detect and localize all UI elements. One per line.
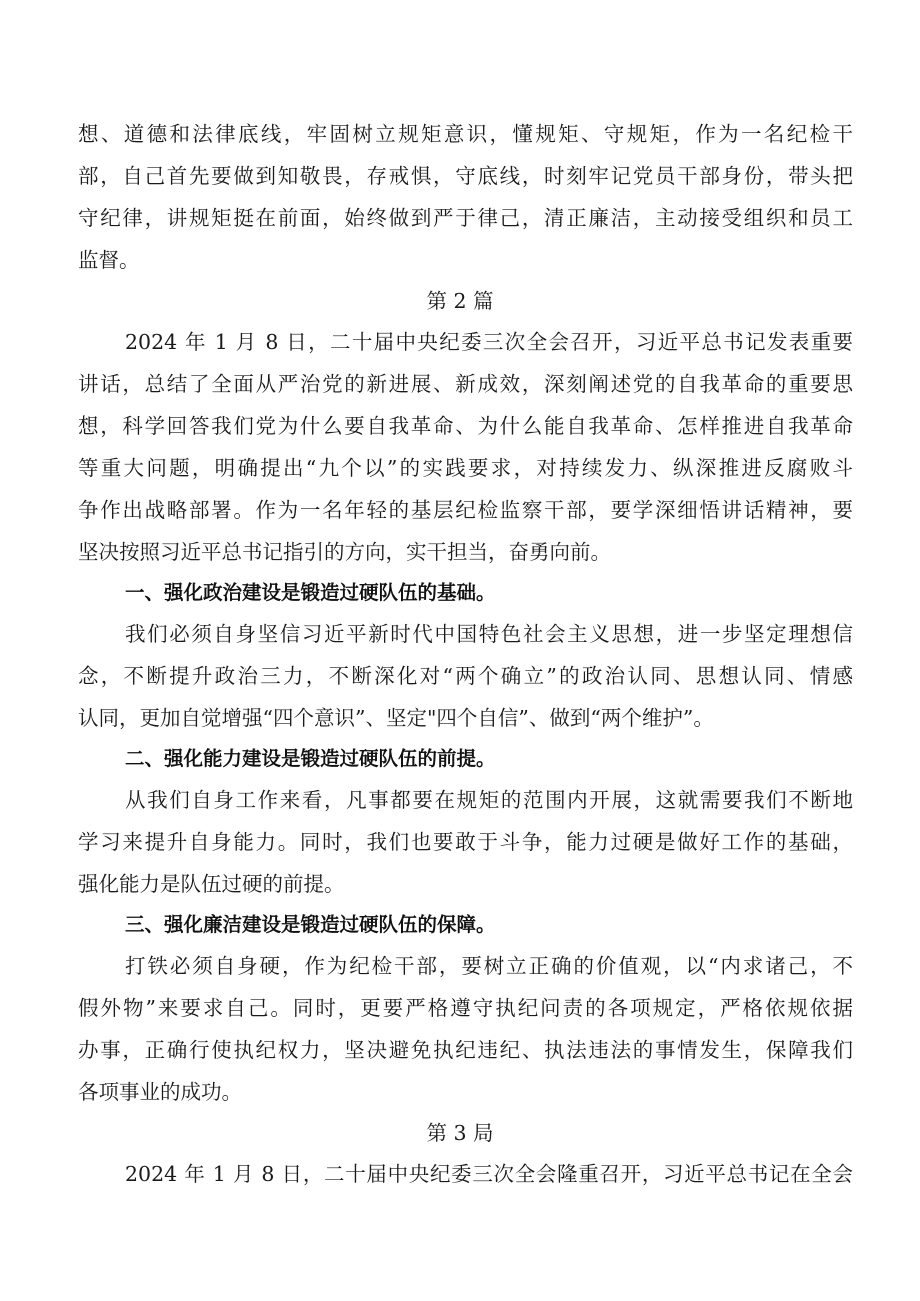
intro-line-1: 想、道德和法律底线，牢固树立规矩意识，懂规矩、守规矩，作为一名纪检干 [78, 122, 853, 146]
s2-heading-2: 二、强化能力建设是锻造过硬队伍的前提。 [125, 747, 496, 770]
intro-line-3: 守纪律，讲规矩挺在前面，始终做到严于律己，清正廉洁，主动接受组织和员工 [78, 206, 853, 230]
s2-para4-line-2: 假外物”来要求自己。同时，更要严格遵守执纪问责的各项规定，严格依规依据 [78, 996, 853, 1020]
intro-line-2: 部，自己首先要做到知敬畏，存戒惧，守底线，时刻牢记党员干部身份，带头把 [78, 164, 853, 188]
s2-para1-line-1: 2024 年 1 月 8 日，二十届中央纪委三次全会召开，习近平总书记发表重要 [125, 330, 853, 354]
s2-para3-line-2: 学习来提升自身能力。同时，我们也要敢于斗争，能力过硬是做好工作的基础， [78, 830, 853, 854]
s2-heading-3: 三、强化廉洁建设是锻造过硬队伍的保障。 [125, 913, 496, 936]
s2-para4-line-1: 打铁必须自身硬，作为纪检干部，要树立正确的价值观，以“内求诸己，不 [125, 954, 853, 978]
s2-para1-line-3: 想，科学回答我们党为什么要自我革命、为什么能自我革命、怎样推进自我革命 [78, 414, 853, 438]
s2-heading-1: 一、强化政治建设是锻造过硬队伍的基础。 [125, 581, 496, 604]
s2-para1-line-6: 坚决按照习近平总书记指引的方向，实干担当，奋勇向前。 [78, 540, 611, 564]
intro-line-4: 监督。 [78, 248, 140, 272]
section-2-title: 第 2 篇 [426, 289, 494, 313]
s2-para4-line-3: 办事，正确行使执纪权力，坚决避免执纪违纪、执法违法的事情发生，保障我们 [78, 1038, 853, 1062]
s2-para3-line-3: 强化能力是队伍过硬的前提。 [78, 872, 345, 896]
s3-para1-line-1: 2024 年 1 月 8 日，二十届中央纪委三次全会隆重召开，习近平总书记在全会 [125, 1162, 853, 1186]
s2-para3-line-1: 从我们自身工作来看，凡事都要在规矩的范围内开展，这就需要我们不断地 [125, 788, 853, 812]
s2-para1-line-2: 讲话，总结了全面从严治党的新进展、新成效，深刻阐述党的自我革命的重要思 [78, 372, 853, 396]
s2-para2-line-1: 我们必须自身坚信习近平新时代中国特色社会主义思想，进一步坚定理想信 [125, 622, 853, 646]
section-3-title: 第 3 局 [426, 1121, 494, 1145]
s2-para1-line-5: 争作出战略部署。作为一名年轻的基层纪检监察干部，要学深细悟讲话精神，要 [78, 498, 853, 522]
s2-para1-line-4: 等重大问题，明确提出“九个以”的实践要求，对持续发力、纵深推进反腐败斗 [78, 456, 853, 480]
s2-para4-line-4: 各项事业的成功。 [78, 1080, 242, 1104]
s2-para2-line-3: 认同，更加自觉增强“四个意识”、坚定"四个自信”、做到“两个维护”。 [78, 706, 714, 730]
s2-para2-line-2: 念，不断提升政治三力，不断深化对“两个确立”的政治认同、思想认同、情感 [78, 664, 853, 688]
